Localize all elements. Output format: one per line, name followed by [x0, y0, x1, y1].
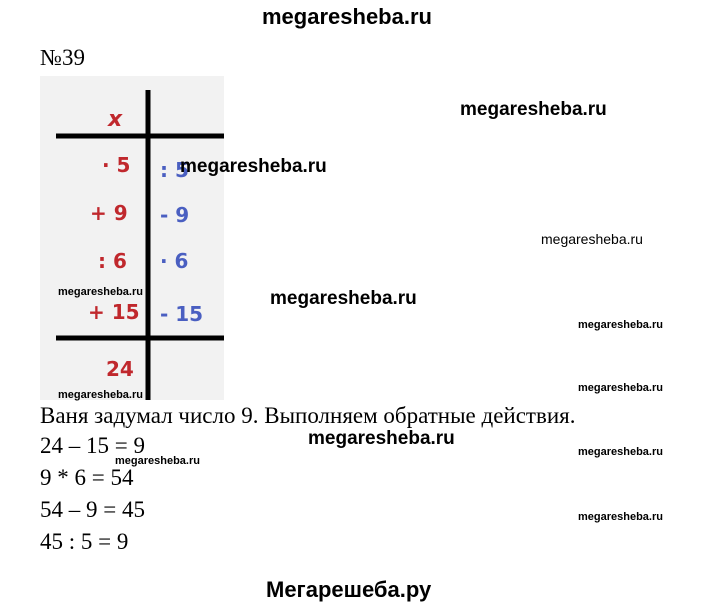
right-op-4: - 15: [160, 302, 204, 326]
right-op-3: · 6: [160, 249, 189, 273]
watermark-small-4: megaresheba.ru: [58, 389, 143, 401]
task-number: №39: [40, 45, 85, 70]
operations-table: [40, 76, 224, 400]
left-op-1: · 5: [102, 153, 131, 177]
left-op-3: : 6: [98, 249, 127, 273]
watermark-overlay-1: megaresheba.ru: [180, 156, 327, 177]
watermark-small-5: megaresheba.ru: [578, 446, 663, 458]
watermark-small-7: megaresheba.ru: [578, 511, 663, 523]
solution-line-2: 9 * 6 = 54: [40, 465, 134, 490]
footer-label: Мегарешеба.ру: [266, 577, 432, 602]
watermark-overlay-2: megaresheba.ru: [460, 99, 607, 120]
solution-intro: Ваня задумал число 9. Выполняем обратные действия.: [40, 403, 576, 428]
table-result: 24: [106, 357, 134, 381]
watermark-overlay-3: megaresheba.ru: [541, 231, 643, 247]
watermark-small-6: megaresheba.ru: [115, 455, 200, 467]
operations-table-drawing: [40, 76, 224, 400]
header-watermark: megaresheba.ru: [262, 4, 432, 29]
right-op-1: : 5: [160, 158, 189, 182]
watermark-overlay-4: megaresheba.ru: [270, 288, 417, 309]
left-op-2: + 9: [90, 201, 128, 225]
solution-line-4: 45 : 5 = 9: [40, 529, 129, 554]
solution-line-3: 54 – 9 = 45: [40, 497, 145, 522]
left-op-4: + 15: [88, 300, 140, 324]
right-op-2: - 9: [160, 203, 190, 227]
watermark-small-2: megaresheba.ru: [578, 319, 663, 331]
solution-line-1: 24 – 15 = 9: [40, 433, 145, 458]
table-header-x: x: [108, 107, 123, 132]
watermark-overlay-5: megaresheba.ru: [308, 428, 455, 449]
watermark-small-3: megaresheba.ru: [578, 382, 663, 394]
watermark-small-1: megaresheba.ru: [58, 286, 143, 298]
